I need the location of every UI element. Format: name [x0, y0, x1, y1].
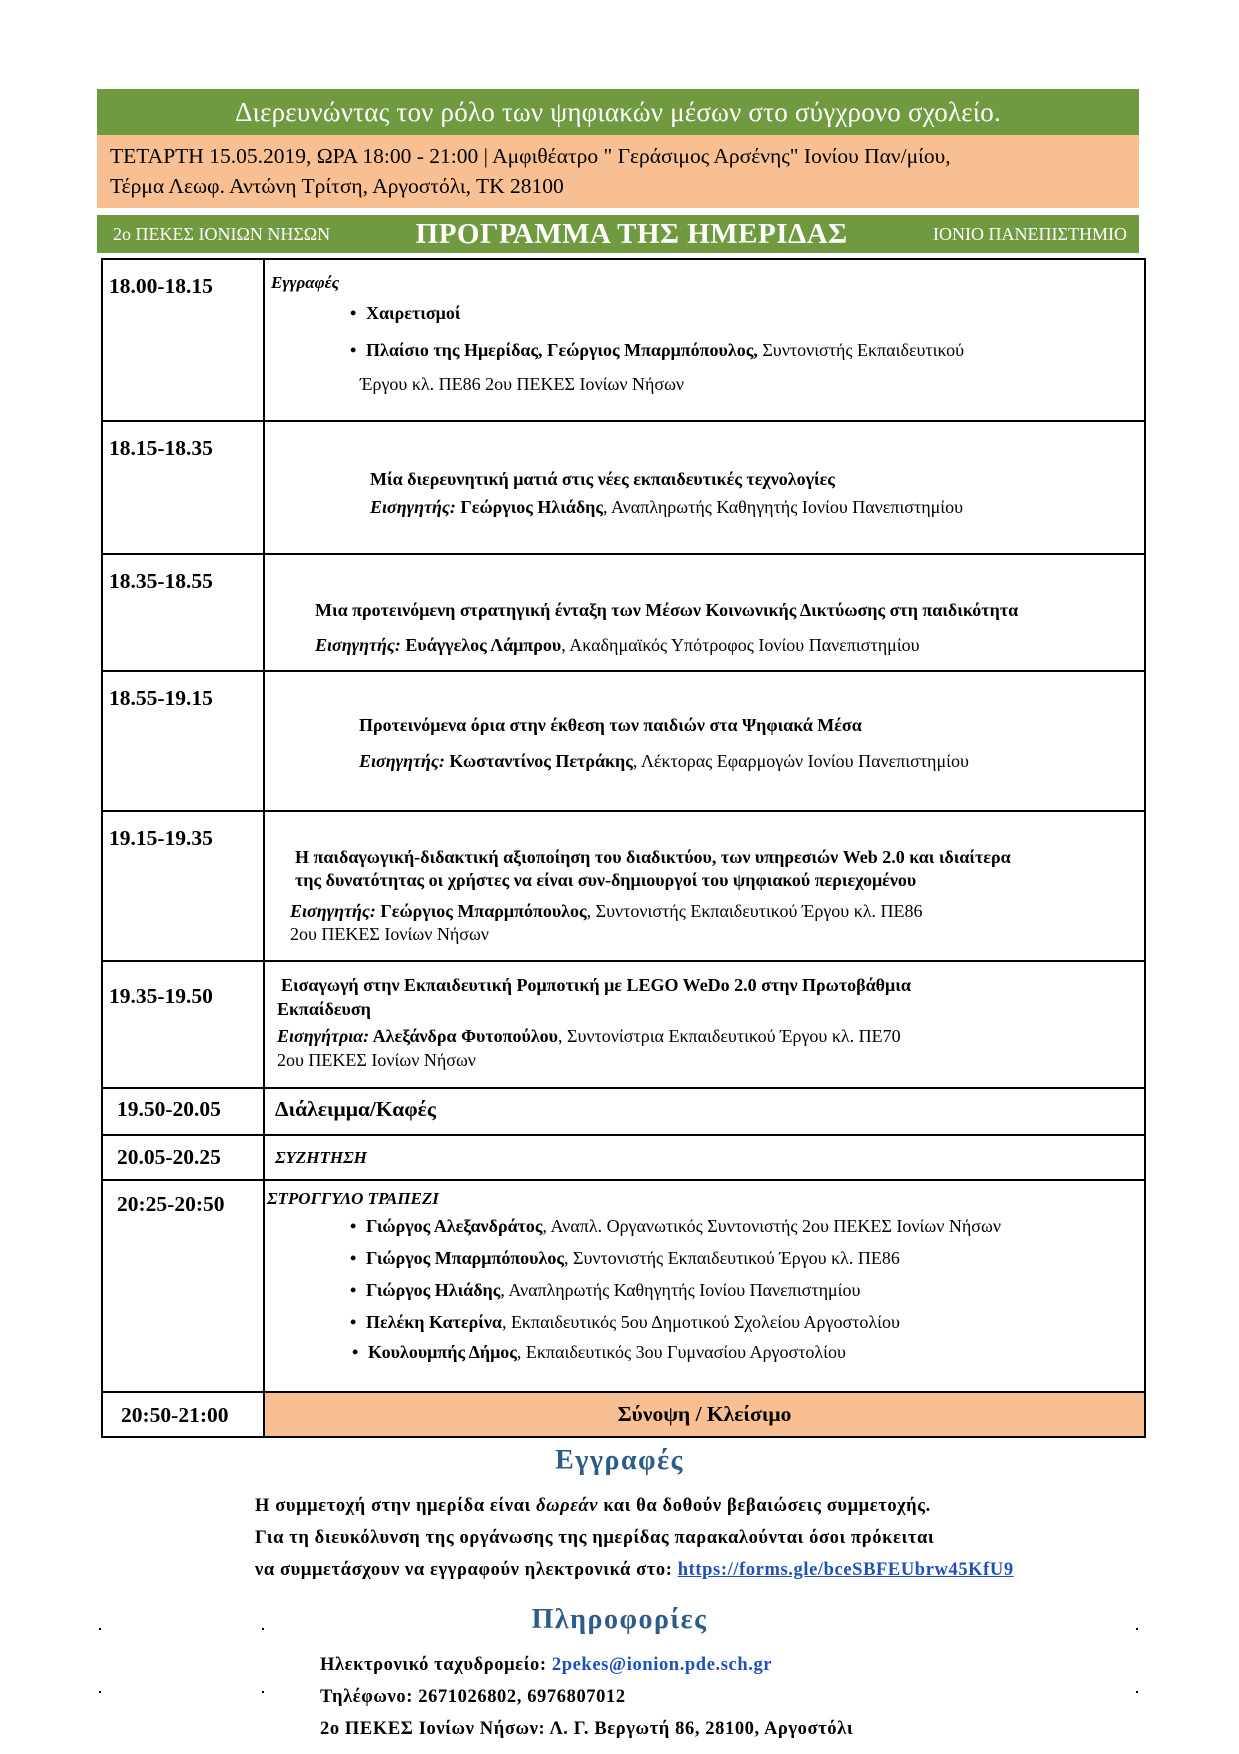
session-item-text: Χαιρετισμοί: [366, 303, 461, 323]
session-item-name: Πλαίσιο της Ημερίδας, Γεώργιος Μπαρμπόπουλος,: [366, 340, 758, 360]
speaker-name: Αλεξάνδρα Φυτοπούλου: [369, 1026, 559, 1046]
discussion-label: ΣΥΖΗΤΗΣΗ: [275, 1148, 367, 1167]
registration-line-1: [255, 1496, 931, 1517]
decorative-dot: [1136, 1628, 1138, 1630]
session-time: 20:50-21:00: [101, 1393, 263, 1438]
break-label: Διάλειμμα/Καφές: [275, 1097, 436, 1121]
session-topic: Μια προτεινόμενη στρατηγική ένταξη των Μέσων Κοινωνικής Δικτύωσης στη παιδικότητα: [315, 600, 1019, 620]
speaker-label: Εισηγήτρια:: [277, 1026, 370, 1046]
registration-text: Η συμμετοχή στην ημερίδα είναι: [255, 1496, 537, 1516]
session-time: 18.35-18.55: [101, 555, 263, 672]
session-details: [263, 672, 1146, 812]
address-line: 2ο ΠΕΚΕΣ Ιονίων Νήσων: Λ. Γ. Βεργωτή 86, 28100, Αργοστόλι: [320, 1719, 854, 1739]
session-details: [263, 258, 1146, 422]
programme-title: ΠΡΟΓΡΑΜΜΑ ΤΗΣ ΗΜΕΡΙΔΑΣ: [415, 217, 848, 250]
registration-text: να συμμετάσχουν να εγγραφούν ηλεκτρονικά στο:: [255, 1560, 678, 1580]
session-time: 18.15-18.35: [101, 422, 263, 555]
session-item: [350, 340, 964, 361]
session-details: [263, 962, 1146, 1089]
closing-label: Σύνοψη / Κλείσιμο: [617, 1402, 792, 1426]
session-time: 20.05-20.25: [101, 1136, 263, 1181]
session-item: [350, 303, 460, 324]
session-topic-line-1: Η παιδαγωγική-διδακτική αξιοποίηση του διαδικτύου, των υπηρεσιών Web 2.0 και ιδιαίτερα: [295, 847, 1011, 867]
speaker-role: , Ακαδημαϊκός Υπότροφος Ιονίου Πανεπιστημίου: [561, 635, 920, 655]
session-heading: Εγγραφές: [271, 273, 340, 292]
participant-name: Κουλουμπής Δήμος: [368, 1342, 517, 1362]
decorative-dot: [99, 1691, 101, 1693]
date-venue-line-2: Τέρμα Λεωφ. Αντώνη Τρίτση, Αργοστόλι, ΤΚ 28100: [110, 174, 564, 198]
decorative-dot: [99, 1628, 101, 1630]
speaker-role-continuation: 2ου ΠΕΚΕΣ Ιονίων Νήσων: [277, 1050, 476, 1070]
email-address[interactable]: 2pekes@ionion.pde.sch.gr: [551, 1655, 773, 1675]
speaker-name: Κωσταντίνος Πετράκης: [444, 751, 633, 771]
schedule-row: [101, 1136, 1146, 1181]
roundtable-participant: [352, 1342, 846, 1363]
session-details: [263, 555, 1146, 672]
session-time: 20:25-20:50: [101, 1181, 263, 1393]
speaker-name: Γεώργιος Μπαρμπόπουλος: [375, 901, 587, 921]
session-topic-line-2: της δυνατότητας οι χρήστες να είναι συν-δημιουργοί του ψηφιακού περιεχομένου: [295, 870, 917, 890]
participant-role: , Εκπαιδευτικός 5ου Δημοτικού Σχολείου Αργοστολίου: [501, 1312, 900, 1332]
session-topic-line-2: Εκπαίδευση: [277, 999, 371, 1019]
registration-line-2: Για τη διευκόλυνση της οργάνωσης της ημερίδας παρακαλούνται όσοι πρόκειται: [255, 1528, 935, 1548]
session-speaker: [315, 635, 920, 656]
session-details: [263, 812, 1146, 962]
schedule-row: [101, 962, 1146, 1089]
speaker-role: , Αναπληρωτής Καθηγητής Ιονίου Πανεπιστημίου: [603, 497, 964, 517]
roundtable-participant: [350, 1248, 900, 1269]
registration-heading: Εγγραφές: [555, 1445, 684, 1476]
speaker-name: Γεώργιος Ηλιάδης: [455, 497, 603, 517]
schedule-row: [101, 258, 1146, 422]
roundtable-participant: [350, 1216, 1001, 1237]
participant-name: Πελέκη Κατερίνα: [366, 1312, 502, 1332]
speaker-label: Εισηγητής:: [315, 635, 401, 655]
session-details: [263, 422, 1146, 555]
schedule-row: [101, 555, 1146, 672]
session-time: 18.55-19.15: [101, 672, 263, 812]
registration-text: και θα δοθούν βεβαιώσεις συμμετοχής.: [598, 1496, 931, 1516]
speaker-label: Εισηγητής:: [290, 901, 376, 921]
participant-role: , Συντονιστής Εκπαιδευτικού Έργου κλ. ΠΕ86: [563, 1248, 900, 1268]
roundtable-participant: [350, 1280, 860, 1301]
session-item-role: Συντονιστής Εκπαιδευτικού: [757, 340, 965, 360]
organizer-left: 2ο ΠΕΚΕΣ ΙΟΝΙΩΝ ΝΗΣΩΝ: [113, 223, 331, 244]
session-speaker: [290, 901, 923, 922]
registration-form-link[interactable]: https://forms.gle/bceSBFEUbrw45KfU9: [677, 1560, 1014, 1580]
speaker-role: , Συντονίστρια Εκπαιδευτικού Έργου κλ. ΠΕ70: [558, 1026, 901, 1046]
email-line: [320, 1655, 772, 1676]
roundtable-heading: ΣΤΡΟΓΓΥΛΟ ΤΡΑΠΕΖΙ: [267, 1189, 439, 1208]
session-details: [263, 1089, 1146, 1136]
session-speaker: [277, 1026, 901, 1047]
organizer-right: ΙΟΝΙΟ ΠΑΝΕΠΙΣΤΗΜΙΟ: [933, 223, 1127, 244]
participant-role: , Αναπλ. Οργανωτικός Συντονιστής 2ου ΠΕΚΕΣ Ιονίων Νήσων: [542, 1216, 1001, 1236]
info-heading: Πληροφορίες: [531, 1604, 708, 1635]
speaker-role: , Συντονιστής Εκπαιδευτικού Έργου κλ. ΠΕ86: [586, 901, 923, 921]
schedule-row: [101, 812, 1146, 962]
phone-line: Τηλέφωνο: 2671026802, 6976807012: [320, 1687, 626, 1707]
programme-title-banner: [97, 215, 1139, 253]
participant-role: , Αναπληρωτής Καθηγητής Ιονίου Πανεπιστημίου: [500, 1280, 861, 1300]
date-venue-line-1: ΤΕΤΑΡΤΗ 15.05.2019, ΩΡΑ 18:00 - 21:00 | Αμφιθέατρο " Γεράσιμος Αρσένης" Ιονίου Παν/μίου,: [110, 144, 951, 168]
participant-name: Γιώργος Αλεξανδράτος: [366, 1216, 543, 1236]
decorative-dot: [1136, 1691, 1138, 1693]
session-time: 19.15-19.35: [101, 812, 263, 962]
session-time: 18.00-18.15: [101, 258, 263, 422]
session-speaker: [370, 497, 963, 518]
speaker-role: , Λέκτορας Εφαρμογών Ιονίου Πανεπιστημίου: [632, 751, 969, 771]
free-emphasis: δωρεάν: [536, 1496, 599, 1516]
session-time: 19.35-19.50: [101, 962, 263, 1089]
schedule-row: [101, 1181, 1146, 1393]
event-title: Διερευνώντας τον ρόλο των ψηφιακών μέσων στο σύγχρονο σχολείο.: [235, 96, 1001, 127]
participant-role: , Εκπαιδευτικός 3ου Γυμνασίου Αργοστολίου: [516, 1342, 846, 1362]
speaker-label: Εισηγητής:: [370, 497, 456, 517]
closing-cell: [263, 1393, 1146, 1438]
schedule-row: [101, 672, 1146, 812]
decorative-dot: [262, 1628, 264, 1630]
decorative-dot: [262, 1691, 264, 1693]
session-topic-line-1: Εισαγωγή στην Εκπαιδευτική Ρομποτική με LEGO WeDo 2.0 στην Πρωτοβάθμια: [281, 975, 911, 995]
session-topic: Μία διερευνητική ματιά στις νέες εκπαιδευτικές τεχνολογίες: [370, 469, 835, 489]
participant-name: Γιώργος Μπαρμπόπουλος: [366, 1248, 564, 1268]
schedule-row: [101, 1393, 1146, 1438]
roundtable-participant: [350, 1312, 900, 1333]
session-details: [263, 1136, 1146, 1181]
date-venue-banner: [97, 135, 1139, 208]
speaker-name: Ευάγγελος Λάμπρου: [400, 635, 562, 655]
schedule-row: [101, 422, 1146, 555]
registration-line-3: [255, 1560, 1014, 1581]
session-speaker: [359, 751, 969, 772]
session-item-continuation: Έργου κλ. ΠΕ86 2ου ΠΕΚΕΣ Ιονίων Νήσων: [360, 374, 685, 394]
email-label: Ηλεκτρονικό ταχυδρομείο:: [320, 1655, 552, 1675]
participant-name: Γιώργος Ηλιάδης: [366, 1280, 501, 1300]
session-details: [263, 1181, 1146, 1393]
session-time: 19.50-20.05: [101, 1089, 263, 1136]
speaker-role-continuation: 2ου ΠΕΚΕΣ Ιονίων Νήσων: [290, 924, 489, 944]
speaker-label: Εισηγητής:: [359, 751, 445, 771]
event-title-banner: [97, 89, 1139, 135]
schedule-row: [101, 1089, 1146, 1136]
session-topic: Προτεινόμενα όρια στην έκθεση των παιδιών στα Ψηφιακά Μέσα: [359, 715, 862, 735]
